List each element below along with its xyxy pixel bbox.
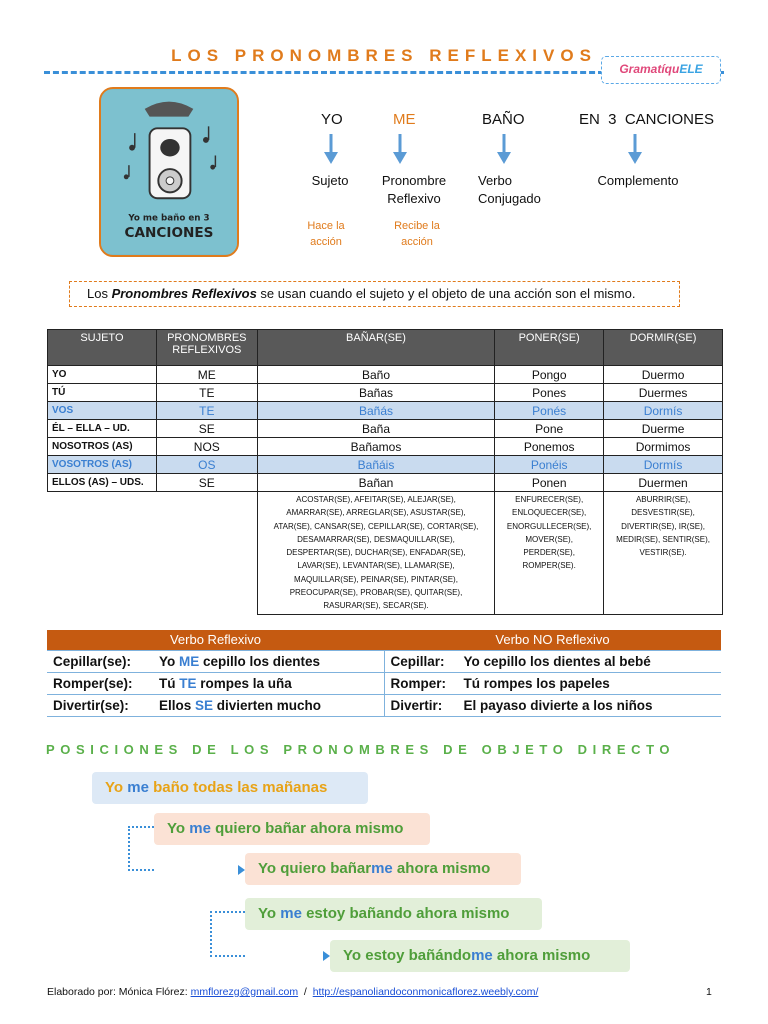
table-header-row <box>48 330 723 366</box>
verb-list-line: LAVAR(SE), LEVANTAR(SE), LLAMAR(SE), <box>297 561 455 571</box>
brand-badge <box>601 56 721 84</box>
verb-list-line: DESAMARRAR(SE), DESMAQUILLAR(SE), <box>297 534 455 544</box>
non-reflexive-example: Divertir: El payaso divierte a los niños <box>384 694 721 716</box>
cell-banar: Bañan <box>257 474 494 492</box>
verb-list-line: MOVER(SE), <box>525 534 573 544</box>
example-sentence: Yo quiero bañarme ahora mismo <box>245 853 521 885</box>
cell-dormir: Duermes <box>604 384 723 402</box>
cell-banar: Baña <box>257 420 494 438</box>
footer: Elaborado por: Mónica Flórez: mmflorezg@gmail.com / http://espanoliandoconmonicaflorez.weebly.com/ <box>47 986 539 998</box>
example-sentence: Yo estoy bañándome ahora mismo <box>330 940 630 972</box>
verb-list-line: ACOSTAR(SE), AFEITAR(SE), ALEJAR(SE), <box>296 495 456 504</box>
verb-list-line: AMARRAR(SE), ARREGLAR(SE), ASUSTAR(SE), <box>286 508 466 518</box>
verb-list-line: VESTIR(SE). <box>639 548 687 558</box>
cell-dormir: Duermo <box>604 366 723 384</box>
cell-dormir: Dormís <box>604 456 723 474</box>
verb-label: Divertir: <box>390 697 443 713</box>
cell-pronombre: NOS <box>156 438 257 456</box>
cell-dormir: Dormís <box>604 402 723 420</box>
cell-pronombre: TE <box>156 384 257 402</box>
verb-list-line: ROMPER(SE). <box>522 561 576 571</box>
cell-banar: Baño <box>257 366 494 384</box>
verb-list-line: DESVESTIR(SE), <box>631 508 695 518</box>
cell-sujeto: YO <box>48 366 157 384</box>
page-number: 1 <box>706 986 712 998</box>
word-me: ME <box>393 111 416 128</box>
verb-label: Romper: <box>390 675 447 691</box>
label-sujeto: Sujeto <box>311 173 349 188</box>
cover-line1: Yo me baño en 3 <box>128 213 210 224</box>
verb-list-line: PREOCUPAR(SE), PROBAR(SE), QUITAR(SE), <box>289 588 463 598</box>
verb-list-line: ENLOQUECER(SE), <box>512 508 587 518</box>
verb-label: Divertir(se): <box>53 697 129 713</box>
verb-list-line: PERDER(SE), <box>523 548 575 558</box>
arrow-down-icon <box>497 134 511 164</box>
non-reflexive-example: Cepillar: Yo cepillo los dientes al bebé <box>384 650 721 672</box>
verb-list-line: ATAR(SE), CANSAR(SE), CEPILLAR(SE), CORTAR(SE), <box>273 521 479 531</box>
cell-pronombre: SE <box>156 474 257 492</box>
brand-part2: ELE <box>679 62 703 76</box>
arrow-down-icon <box>324 134 338 164</box>
verb-label: Romper(se): <box>53 675 133 691</box>
cell-dormir: Dormimos <box>604 438 723 456</box>
verb-list-line: MAQUILLAR(SE), PEINAR(SE), PINTAR(SE), <box>294 574 458 584</box>
reflexive-example: Cepillar(se): Yo ME cepillo los dientes <box>47 650 384 672</box>
verb-list-line: RASURAR(SE), SECAR(SE). <box>323 601 429 611</box>
music-player-illustration <box>101 89 237 255</box>
example-sentence: Yo me quiero bañar ahora mismo <box>154 813 430 845</box>
definition-note: Los Pronombres Reflexivos se usan cuando el sujeto y el objeto de una acción son el mismo. <box>69 281 680 307</box>
cell-sujeto: VOS <box>48 402 157 420</box>
cell-poner: Ponéis <box>495 456 604 474</box>
table-row <box>47 650 721 672</box>
brand-part1: Gramatíqu <box>619 62 680 76</box>
verb-label: Cepillar: <box>390 653 445 669</box>
connector-arrow <box>128 826 154 871</box>
cell-poner: Ponés <box>495 402 604 420</box>
cell-poner: Ponemos <box>495 438 604 456</box>
table-row <box>48 474 723 492</box>
list-dormir-verbs <box>604 492 723 615</box>
sub-recibe-accion: Recibe la acción <box>394 220 440 248</box>
cell-sujeto: VOSOTROS (AS) <box>48 456 157 474</box>
cell-poner: Pongo <box>495 366 604 384</box>
cell-pronombre: OS <box>156 456 257 474</box>
cover-line2: CANCIONES <box>124 225 214 242</box>
section-title-positions: POSICIONES DE LOS PRONOMBRES DE OBJETO DIRECTO <box>46 742 676 757</box>
album-cover-image <box>99 87 239 257</box>
arrow-down-icon <box>628 134 642 164</box>
reflexive-comparison-table <box>47 630 721 717</box>
arrow-down-icon <box>393 134 407 164</box>
table-row <box>48 384 723 402</box>
non-reflexive-example: Romper: Tú rompes los papeles <box>384 672 721 694</box>
table-row <box>47 672 721 694</box>
cell-dormir: Duerme <box>604 420 723 438</box>
label-complemento: Complemento <box>597 173 679 188</box>
reflexive-example: Romper(se): Tú TE rompes la uña <box>47 672 384 694</box>
table-row <box>48 438 723 456</box>
table-row <box>48 402 723 420</box>
table-row <box>48 420 723 438</box>
connector-arrow <box>210 911 245 957</box>
arrow-right-icon <box>238 865 245 875</box>
table-row <box>48 366 723 384</box>
example-sentence: Yo me estoy bañando ahora mismo <box>245 898 542 930</box>
cell-sujeto: ELLOS (AS) – UDS. <box>48 474 157 492</box>
word-complement: EN 3 CANCIONES <box>579 111 715 128</box>
label-pronombre-reflexivo: Pronombre Reflexivo <box>381 173 447 206</box>
header-verbo-reflexivo: Verbo Reflexivo <box>47 630 384 650</box>
header-poner: PONER(SE) <box>495 330 604 366</box>
cell-poner: Ponen <box>495 474 604 492</box>
verb-lists-row <box>48 492 723 615</box>
verb-list-line: DIVERTIR(SE), IR(SE), <box>621 521 705 531</box>
header-verbo-no-reflexivo: Verbo NO Reflexivo <box>384 630 721 650</box>
cell-banar: Bañas <box>257 384 494 402</box>
cell-pronombre: SE <box>156 420 257 438</box>
table-row <box>47 694 721 716</box>
header-banar: BAÑAR(SE) <box>257 330 494 366</box>
verb-list-line: ENFURECER(SE), <box>515 495 584 504</box>
verb-label: Cepillar(se): <box>53 653 132 669</box>
cell-poner: Pones <box>495 384 604 402</box>
cell-pronombre: ME <box>156 366 257 384</box>
word-bano: BAÑO <box>482 111 525 128</box>
header-sujeto: SUJETO <box>48 330 157 366</box>
conjugation-table <box>47 329 723 615</box>
page-title: LOS PRONOMBRES REFLEXIVOS <box>171 46 597 65</box>
email-link[interactable]: mmflorezg@gmail.com <box>190 986 299 998</box>
cell-dormir: Duermen <box>604 474 723 492</box>
cell-banar: Bañáis <box>257 456 494 474</box>
cell-poner: Pone <box>495 420 604 438</box>
sub-hace-accion: Hace la acción <box>307 220 345 248</box>
word-yo: YO <box>321 111 343 128</box>
verb-list-line: MEDIR(SE), SENTIR(SE), <box>616 534 710 544</box>
header-dormir: DORMIR(SE) <box>604 330 723 366</box>
cell-pronombre: TE <box>156 402 257 420</box>
verb-list-line: ENORGULLECER(SE), <box>506 521 592 531</box>
reflexive-example: Divertir(se): Ellos SE divierten mucho <box>47 694 384 716</box>
verb-list-line: DESPERTAR(SE), DUCHAR(SE), ENFADAR(SE), <box>286 548 466 558</box>
cell-banar: Bañás <box>257 402 494 420</box>
example-sentence: Yo me baño todas las mañanas <box>92 772 368 804</box>
label-verbo-conjugado: Verbo Conjugado <box>478 173 541 206</box>
website-link[interactable]: http://espanoliandoconmonicaflorez.weebly.com/ <box>312 986 539 998</box>
cell-sujeto: TÚ <box>48 384 157 402</box>
cell-banar: Bañamos <box>257 438 494 456</box>
table-row <box>48 456 723 474</box>
verb-list-line: ABURRIR(SE), <box>635 495 691 504</box>
arrow-right-icon <box>323 951 330 961</box>
header-pronombres: PRONOMBRES REFLEXIVOS <box>156 330 257 366</box>
title-divider <box>44 71 604 74</box>
list-poner-verbs <box>495 492 604 615</box>
cell-sujeto: NOSOTROS (AS) <box>48 438 157 456</box>
cell-sujeto: ÉL – ELLA – UD. <box>48 420 157 438</box>
list-banar-verbs <box>257 492 494 615</box>
